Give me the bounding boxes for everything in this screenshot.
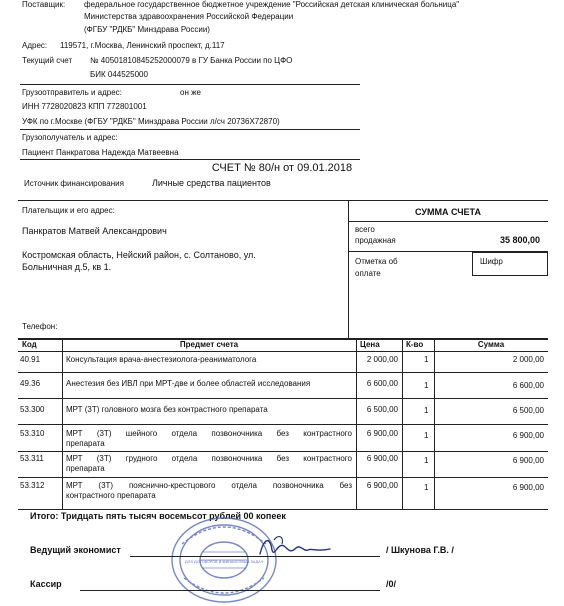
table-header-subject: Предмет счета — [179, 340, 239, 349]
supplier-short-name: (ФГБУ "РДКБ" Минздрава России) — [84, 25, 210, 34]
row-1-subject: Консультация врача-анестезиолога-реаниматолога — [66, 355, 257, 364]
row-3-code: 53.300 — [20, 405, 45, 414]
payer-address-line1: Костромская область, Нейский район, с. Солтаново, ул. — [22, 250, 256, 260]
stamp-text: ДЛЯ ДОГОВОРОВ И ФИНАНСОВЫХ ЗАДАЧ — [184, 560, 264, 564]
summary-total-label-1: всего — [355, 225, 375, 234]
row-4-border — [18, 451, 548, 452]
row-5-sum: 6 900,00 — [512, 456, 544, 465]
consignee-patient: Пациент Панкратова Надежда Матвеевна — [22, 148, 179, 157]
row-2-border — [18, 398, 548, 399]
row-3-qty: 1 — [424, 406, 429, 415]
invoice-total-in-words: Итого: Тридцать пять тысяч восемьсот рублей 00 копеек — [30, 511, 286, 521]
funding-source: Личные средства пациентов — [152, 178, 271, 188]
row-2-sum: 6 600,00 — [512, 381, 544, 390]
summary-paid-label-1: Отметка об — [355, 257, 398, 266]
shipper-ufk: УФК по г.Москве (ФГБУ "РДКБ" Минздрава России л/сч 20736X72870) — [22, 117, 280, 126]
row-1-sum: 2 000,00 — [512, 355, 544, 364]
row-4-qty: 1 — [424, 431, 429, 440]
economist-signature-line — [130, 556, 380, 557]
consignee-label: Грузополучатель и адрес: — [22, 133, 118, 142]
row-1-code: 40.91 — [20, 355, 41, 364]
payer-address-line2: Больничная д.5, кв 1. — [22, 262, 112, 272]
row-4-subject-line2: препарата — [66, 439, 105, 448]
table-header-bottom — [18, 351, 548, 352]
row-1-border — [18, 372, 548, 373]
supplier-address-label: Адрес: — [22, 41, 48, 50]
payer-name: Панкратов Матвей Александрович — [22, 226, 167, 236]
row-5-subject-line1: МРТ (3Т) грудного отдела позвоночника без контрастного — [66, 454, 352, 463]
row-5-price: 6 900,00 — [366, 454, 398, 463]
bik: БИК 044525000 — [90, 70, 148, 79]
row-2-price: 6 600,00 — [366, 379, 398, 388]
row-6-price: 6 900,00 — [366, 481, 398, 490]
table-top-border — [18, 338, 548, 340]
divider-shipper — [20, 129, 360, 130]
economist-signature — [254, 532, 334, 562]
row-2-qty: 1 — [424, 381, 429, 390]
funding-label: Источник финансирования — [24, 179, 124, 188]
shipper-label: Грузоотправитель и адрес: — [22, 88, 122, 97]
cashier-name: /0/ — [386, 579, 397, 589]
supplier-label: Поставщик: — [22, 0, 66, 9]
summary-total-value: 35 800,00 — [499, 235, 540, 245]
row-6-sum: 6 900,00 — [512, 483, 544, 492]
summary-title: СУММА СЧЕТА — [414, 207, 481, 217]
account-label: Текущий счет — [22, 56, 73, 65]
row-3-price: 6 500,00 — [366, 405, 398, 414]
payer-label: Плательщик и его адрес: — [22, 206, 115, 215]
row-1-qty: 1 — [424, 355, 429, 364]
invoice-title: СЧЕТ № 80/н от 09.01.2018 — [211, 162, 353, 174]
cashier-signature-line — [80, 590, 380, 591]
table-header-qty: К-во — [406, 340, 424, 349]
summary-total-label-2: продажная — [355, 236, 396, 245]
row-2-subject: Анестезия без ИВЛ при МРТ-две и более областей исследования — [66, 379, 311, 388]
account-number: № 40501810845252000079 в ГУ Банка России по ЦФО — [90, 56, 293, 65]
table-header-price: Цена — [360, 340, 380, 349]
row-2-code: 49.36 — [20, 379, 41, 388]
row-4-price: 6 900,00 — [366, 429, 398, 438]
row-1-price: 2 000,00 — [366, 355, 398, 364]
row-3-subject: МРТ (3Т) головного мозга без контрастного препарата — [66, 405, 268, 414]
economist-name: / Шкунова Г.В. / — [386, 545, 454, 555]
row-6-code: 53.312 — [20, 481, 45, 490]
row-5-subject-line2: препарата — [66, 464, 105, 473]
economist-label: Ведущий экономист — [30, 545, 121, 555]
supplier-ministry: Министерства здравоохранения Российской Федерации — [84, 12, 294, 21]
cashier-label: Кассир — [30, 579, 62, 589]
divider-consignee — [20, 159, 360, 160]
row-6-subject-line2: контрастного препарата — [66, 491, 156, 500]
supplier-name: федеральное государственное бюджетное учреждение "Российская детская клиническая больница" — [84, 0, 460, 9]
row-5-qty: 1 — [424, 456, 429, 465]
row-4-code: 53.310 — [20, 429, 45, 438]
shipper-value: он же — [180, 88, 201, 97]
payer-block-top — [18, 200, 548, 201]
table-header-sum: Сумма — [477, 340, 505, 349]
row-5-code: 53.311 — [20, 454, 44, 463]
row-6-subject-line1: МРТ (3Т) пояснично-крестцового отдела позвоночника без — [66, 481, 352, 490]
shipper-inn-kpp: ИНН 7728020823 КПП 772801001 — [22, 102, 147, 111]
row-4-sum: 6 900,00 — [512, 431, 544, 440]
summary-title-underline — [348, 221, 548, 222]
supplier-address: 119571, г.Москва, Ленинский проспект, д.117 — [60, 41, 225, 50]
row-6-qty: 1 — [424, 483, 429, 492]
row-5-border — [18, 477, 548, 478]
cipher-label: Шифр — [480, 257, 503, 266]
summary-paid-label-2: оплате — [355, 269, 381, 278]
row-3-border — [18, 424, 548, 425]
row-3-sum: 6 500,00 — [512, 406, 544, 415]
divider-header — [20, 84, 360, 85]
table-header-code: Код — [22, 340, 37, 349]
table-bottom-border — [18, 509, 548, 510]
payer-phone-label: Телефон: — [22, 322, 58, 331]
row-4-subject-line1: МРТ (3Т) шейного отдела позвоночника без контрастного — [66, 429, 352, 438]
